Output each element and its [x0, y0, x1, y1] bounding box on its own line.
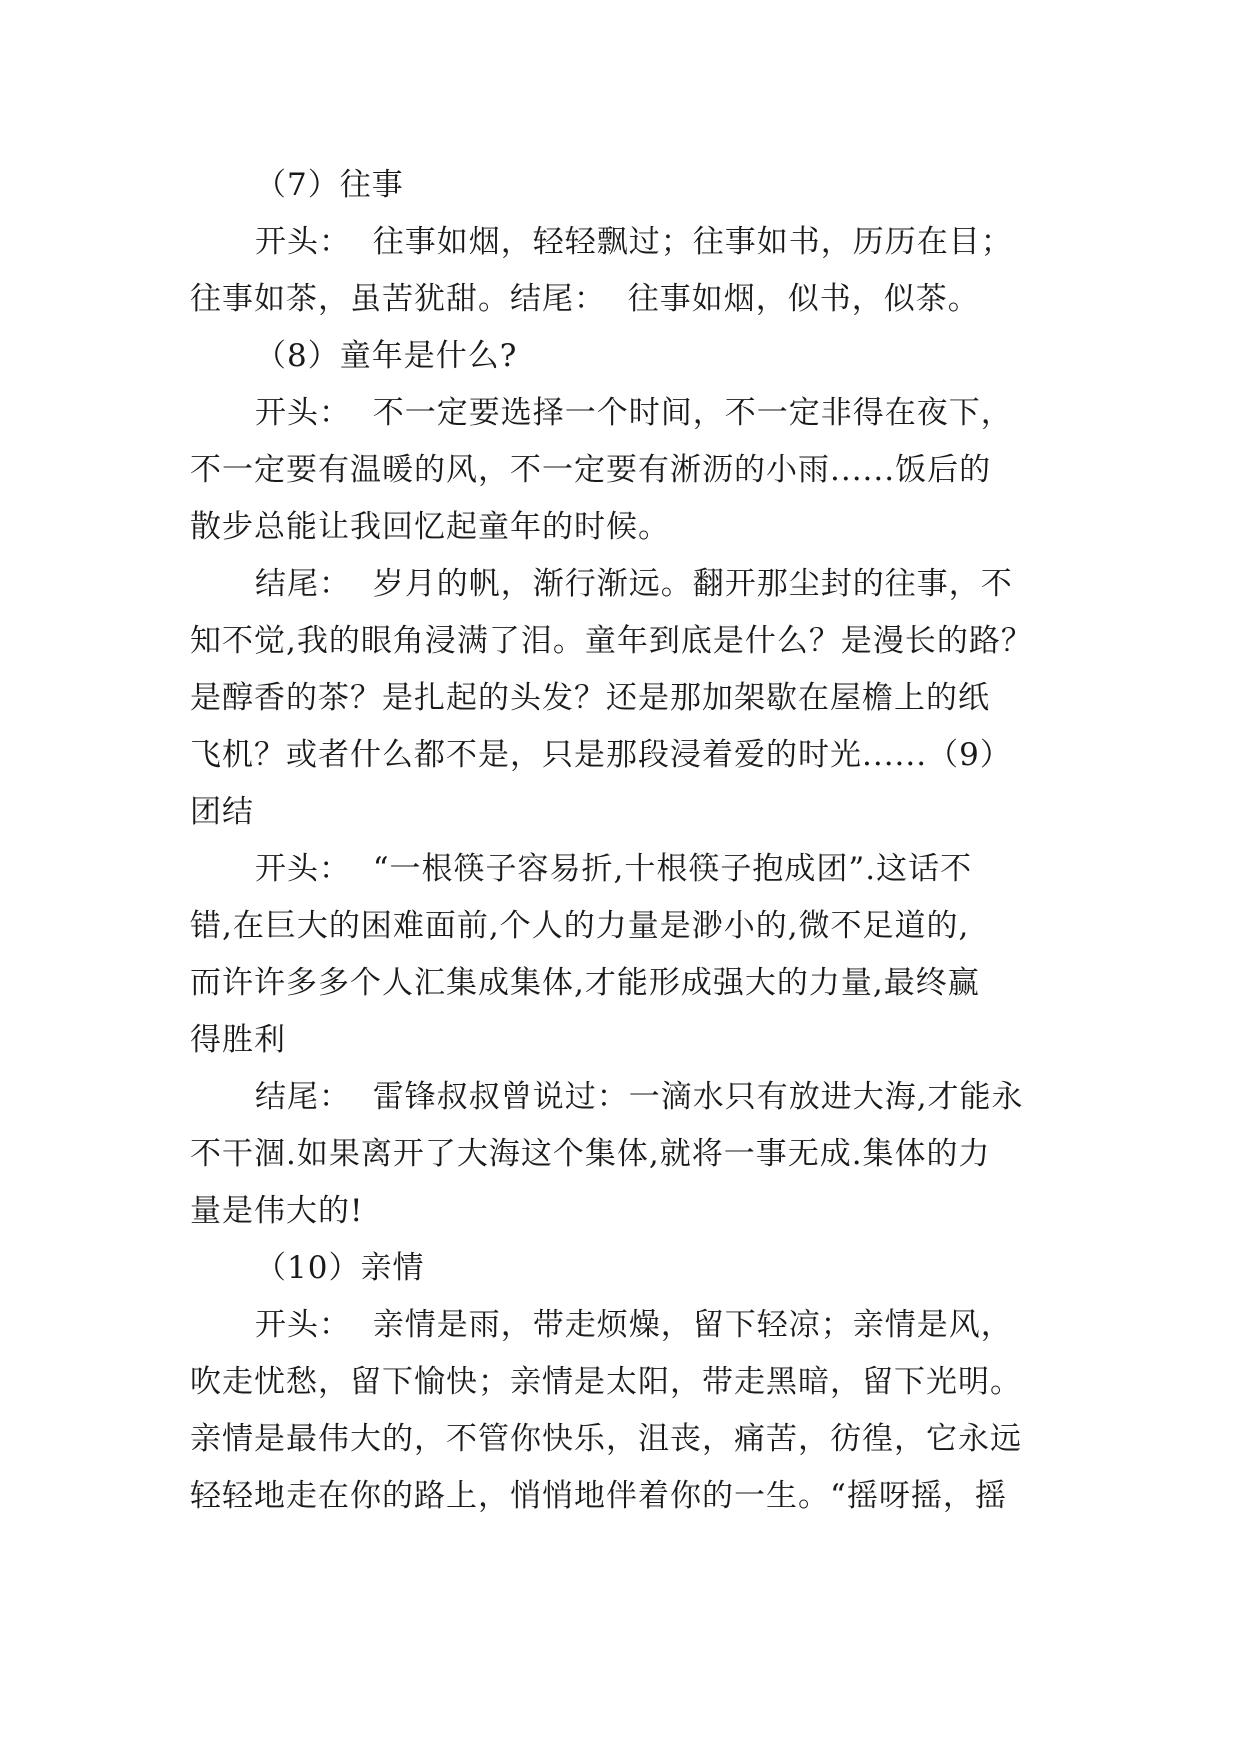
paragraph-line: 结尾： 雷锋叔叔曾说过：一滴水只有放进大海,才能永: [255, 1079, 1024, 1115]
heading-9-tail: 团结: [190, 794, 254, 830]
paragraph-line: 亲情是最伟大的，不管你快乐，沮丧，痛苦，彷徨，它永远: [190, 1421, 1022, 1457]
paragraph-line: 开头： “一根筷子容易折,十根筷子抱成团”.这话不: [255, 851, 973, 887]
heading-7: （7）往事: [255, 167, 404, 203]
paragraph-line: 而许许多多个人汇集成集体,才能形成强大的力量,最终赢: [190, 965, 980, 1001]
paragraph-line: 开头： 往事如烟，轻轻飘过；往事如书，历历在目；: [255, 224, 1013, 260]
paragraph-line: 知不觉,我的眼角浸满了泪。童年到底是什么？是漫长的路？: [190, 623, 1033, 659]
paragraph-line: 是醇香的茶？是扎起的头发？还是那加架歇在屋檐上的纸: [190, 680, 990, 716]
paragraph-line: 不一定要有温暖的风，不一定要有淅沥的小雨......饭后的: [190, 452, 992, 488]
paragraph-line: 轻轻地走在你的路上，悄悄地伴着你的一生。“摇呀摇，摇: [190, 1478, 1007, 1514]
paragraph-line: 散步总能让我回忆起童年的时候。: [190, 509, 670, 545]
paragraph-line: 得胜利: [190, 1022, 286, 1058]
paragraph-line: 飞机？或者什么都不是，只是那段浸着爱的时光......（9）: [190, 737, 1012, 773]
paragraph-line: 开头： 不一定要选择一个时间，不一定非得在夜下，: [255, 395, 1013, 431]
heading-8: （8）童年是什么?: [255, 338, 518, 374]
heading-10: （10）亲情: [255, 1250, 425, 1286]
paragraph-line: 吹走忧愁，留下愉快；亲情是太阳，带走黑暗，留下光明。: [190, 1364, 1022, 1400]
paragraph-line: 错,在巨大的困难面前,个人的力量是渺小的,微不足道的,: [190, 908, 970, 944]
paragraph-line: 结尾： 岁月的帆，渐行渐远。翻开那尘封的往事，不: [255, 566, 1013, 602]
paragraph-line: 量是伟大的!: [190, 1193, 364, 1229]
paragraph-line: 往事如茶，虽苦犹甜。结尾： 往事如烟，似书，似茶。: [190, 281, 980, 317]
paragraph-line: 不干涸.如果离开了大海这个集体,就将一事无成.集体的力: [190, 1136, 991, 1172]
paragraph-line: 开头： 亲情是雨，带走烦燥，留下轻凉；亲情是风，: [255, 1307, 1013, 1343]
